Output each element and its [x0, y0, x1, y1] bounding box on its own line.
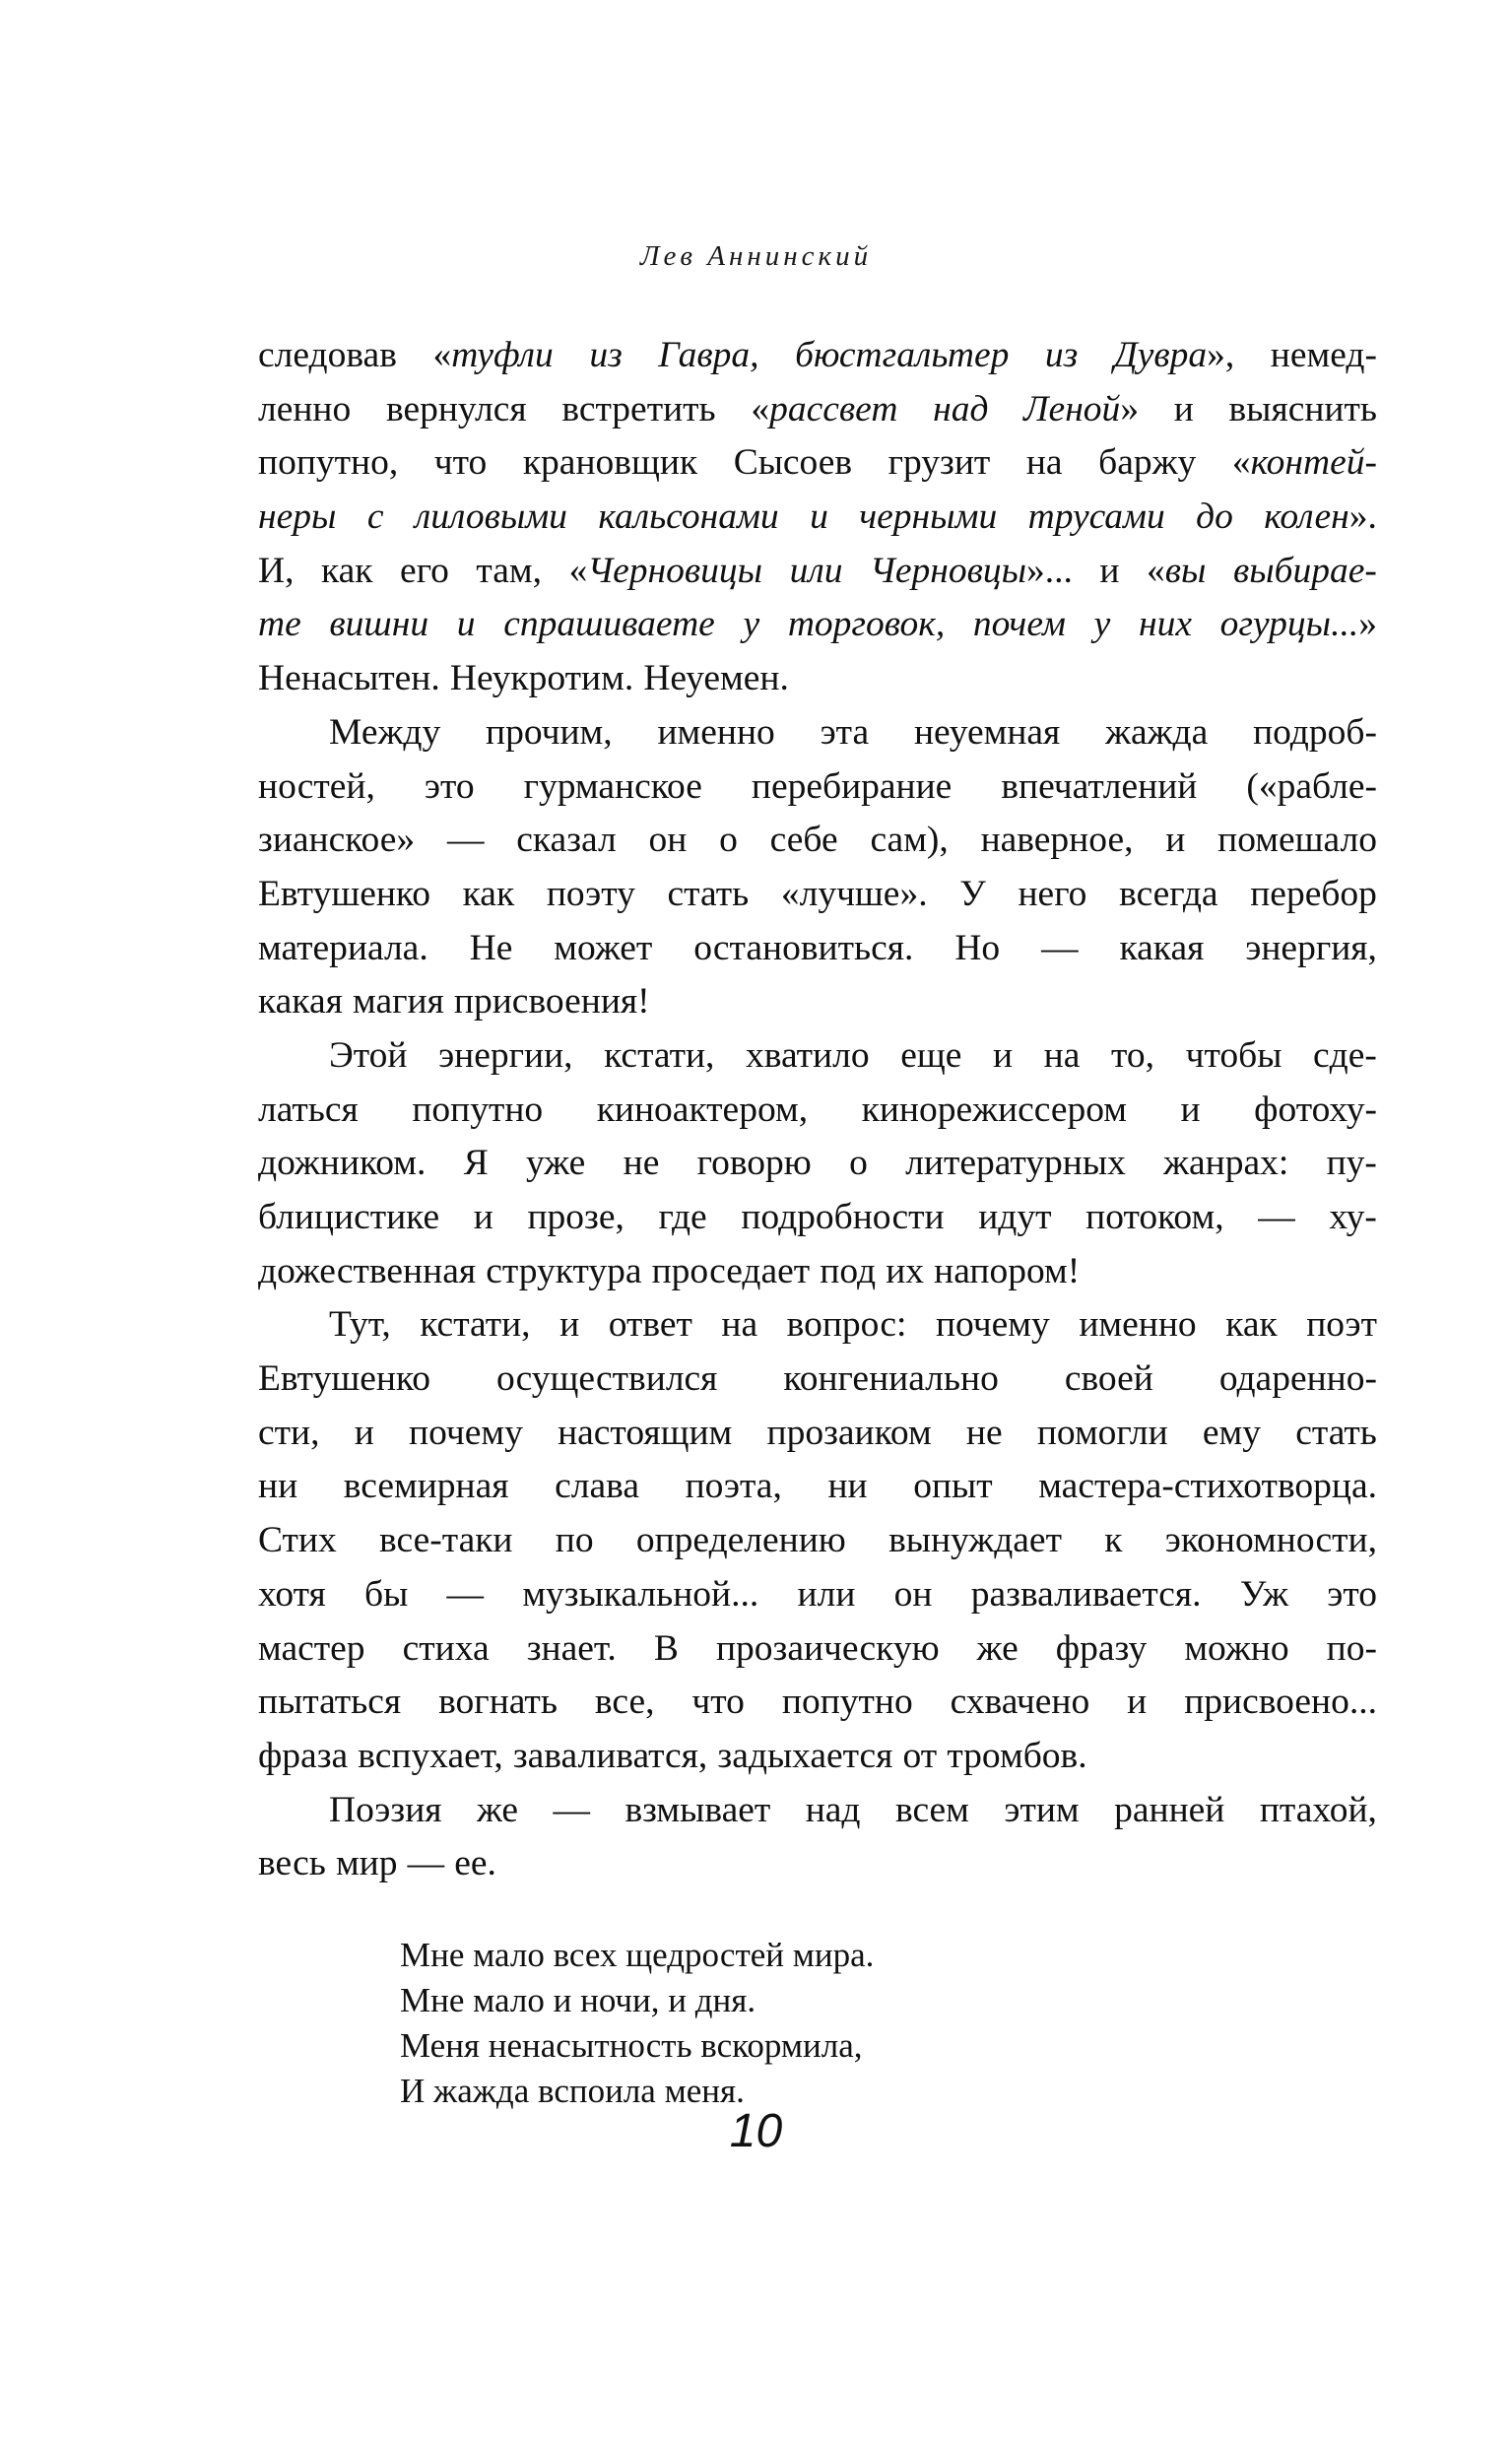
word: блицистике — [258, 1197, 440, 1237]
word: «рассвет — [751, 388, 898, 429]
word: и — [992, 1034, 1014, 1076]
word: сде- — [1313, 1034, 1377, 1076]
word: вишни — [329, 604, 429, 645]
word: музыкальной... — [522, 1573, 759, 1615]
word: них — [1138, 604, 1192, 645]
word: всемирная — [343, 1466, 509, 1507]
word: перебирание — [751, 765, 953, 807]
word: почему — [935, 1304, 1050, 1346]
word: стиха — [402, 1627, 490, 1669]
word: хотя — [258, 1573, 326, 1615]
word: можно — [1184, 1627, 1289, 1669]
word: с — [366, 496, 384, 538]
word: фраза — [258, 1735, 349, 1776]
word: выбирае- — [1233, 550, 1377, 591]
word: поэту — [546, 873, 635, 914]
word: структура — [486, 1250, 642, 1291]
word: прозаиком — [766, 1412, 932, 1453]
word: Сысоев — [733, 442, 853, 484]
word: энергия, — [1245, 927, 1377, 968]
word: его — [400, 550, 449, 591]
word: Я — [463, 1143, 489, 1184]
word: дожественная — [258, 1250, 477, 1291]
word: — — [1041, 927, 1079, 968]
word: следовав — [258, 335, 397, 375]
word: и — [1127, 1682, 1148, 1723]
word: хватило — [746, 1034, 870, 1076]
word: гурманское — [523, 765, 702, 807]
word: или — [797, 1573, 856, 1615]
word: все-таки — [379, 1520, 513, 1561]
word: мастера-стихотворца. — [1038, 1466, 1377, 1507]
word: ху- — [1329, 1197, 1377, 1237]
word: «контей- — [1231, 442, 1377, 484]
word: почему — [409, 1412, 523, 1453]
word: крановщик — [522, 442, 698, 484]
word: может — [554, 927, 653, 968]
word: именно — [1079, 1304, 1197, 1346]
word: что — [433, 442, 488, 484]
word: же — [476, 1789, 519, 1830]
word: встретить — [561, 388, 716, 429]
word: прозе, — [527, 1197, 625, 1237]
word: их — [886, 1250, 925, 1291]
word: напором! — [934, 1250, 1081, 1291]
text-line — [258, 1568, 1377, 1622]
word: ностей, — [258, 765, 375, 807]
word: него — [1018, 873, 1087, 914]
word: весь — [258, 1843, 326, 1884]
text-line — [258, 491, 1377, 545]
word: всегда — [1119, 873, 1218, 914]
word: на — [1043, 1034, 1081, 1076]
word: где — [658, 1197, 707, 1237]
word: мир — [335, 1843, 398, 1884]
word: ни — [258, 1466, 298, 1507]
text-line — [258, 329, 1377, 383]
word: ему — [1202, 1412, 1262, 1453]
word: он — [648, 820, 688, 861]
word: огурцы...» — [1219, 604, 1377, 645]
word: идут — [978, 1197, 1052, 1237]
word: фразу — [1055, 1627, 1148, 1669]
word: по — [555, 1520, 594, 1561]
word: мастер — [258, 1627, 365, 1669]
word: это — [424, 765, 475, 807]
word: «лучше». — [780, 873, 928, 914]
word: трусами — [1027, 496, 1165, 538]
word: у — [1093, 604, 1111, 645]
word: осуществился — [495, 1358, 718, 1400]
word: У — [959, 873, 986, 914]
word: помешало — [1217, 820, 1377, 861]
word: взмывает — [625, 1789, 771, 1830]
word: еще — [900, 1034, 962, 1076]
word: немед- — [1270, 335, 1377, 375]
word: Гавра, — [658, 335, 759, 375]
word: жажда — [1105, 711, 1209, 753]
word: всем — [894, 1789, 969, 1830]
word: зианское» — [258, 820, 416, 861]
word: не — [623, 1143, 660, 1184]
word: спрашиваете — [503, 604, 715, 645]
word: присвоения! — [453, 981, 650, 1023]
word: бюстгальтер — [795, 335, 1010, 375]
word: и — [456, 604, 476, 645]
word: задыхается — [717, 1735, 893, 1776]
word: какая — [258, 981, 343, 1023]
body-text — [258, 329, 1377, 1891]
word: впечатлений — [1001, 765, 1198, 807]
word: те — [258, 604, 301, 645]
word: не — [965, 1412, 1003, 1453]
word: И, — [258, 550, 295, 591]
word: кстати, — [604, 1034, 715, 1076]
word: помогли — [1036, 1412, 1168, 1453]
word: о — [849, 1143, 868, 1184]
word: то, — [1111, 1034, 1155, 1076]
word: экономности, — [1164, 1520, 1377, 1561]
word: и — [810, 496, 828, 538]
word: от — [902, 1735, 938, 1776]
word: литературных — [905, 1143, 1126, 1184]
text-line — [258, 652, 1377, 706]
word: подробности — [741, 1197, 945, 1237]
word: и — [473, 1197, 493, 1237]
text-line — [258, 814, 1377, 868]
word: Тут, — [329, 1304, 391, 1346]
word: заваливатся, — [512, 1735, 708, 1776]
word: к — [1104, 1520, 1123, 1561]
word: присвоено... — [1184, 1682, 1377, 1723]
running-head: Лев Аннинский — [639, 240, 873, 272]
word: ленно — [258, 388, 352, 429]
word: настоящим — [558, 1412, 733, 1453]
word: Дувра», — [1113, 335, 1235, 375]
word: тромбов. — [947, 1735, 1087, 1776]
word: торговок, — [787, 604, 946, 645]
word: прозаическую — [715, 1627, 940, 1669]
word: бы — [364, 1573, 409, 1615]
word: вспухает, — [358, 1735, 503, 1776]
word: стать — [1295, 1412, 1377, 1453]
word: Черновцы»... — [870, 550, 1073, 591]
word: у — [743, 604, 760, 645]
word: над — [933, 388, 989, 429]
word: поэт — [1306, 1304, 1377, 1346]
poem-line: И жажда вспоила меня. — [400, 2072, 745, 2110]
word: неры — [258, 496, 337, 538]
word: по- — [1326, 1627, 1377, 1669]
word: вынуждает — [888, 1520, 1062, 1561]
word: киноактером, — [596, 1089, 809, 1130]
word: все, — [594, 1682, 655, 1723]
word: прочим, — [486, 711, 613, 753]
word: кальсонами — [598, 496, 779, 538]
text-line — [258, 1191, 1377, 1245]
word: Неуемен. — [643, 658, 789, 699]
word: попутно — [412, 1089, 544, 1130]
word: стать — [667, 873, 750, 914]
word: из — [1044, 335, 1079, 375]
text-line — [258, 1676, 1377, 1730]
word: Евтушенко — [258, 873, 430, 914]
word: знает. — [526, 1627, 617, 1669]
word: из — [589, 335, 623, 375]
text-line — [258, 436, 1377, 491]
word: сказал — [516, 820, 617, 861]
word: же — [976, 1627, 1019, 1669]
word: говорю — [696, 1143, 812, 1184]
word: ответ — [608, 1304, 692, 1346]
word: — — [407, 1843, 445, 1884]
page-number: 10 — [729, 2105, 783, 2157]
text-line — [258, 1730, 1377, 1784]
word: и — [559, 1304, 580, 1346]
text-line — [258, 1029, 1377, 1084]
word: попутно, — [258, 442, 399, 484]
word: остановиться. — [693, 927, 914, 968]
word: — — [446, 820, 485, 861]
word: определению — [635, 1520, 846, 1561]
word: вернулся — [385, 388, 527, 429]
word: Леной» — [1023, 388, 1140, 429]
word: лиловыми — [414, 496, 567, 538]
word: какая — [1119, 927, 1205, 968]
word: («рабле- — [1246, 765, 1377, 807]
word: проседает — [651, 1250, 811, 1291]
word: Ненасытен. — [258, 658, 440, 699]
text-line — [258, 1084, 1377, 1138]
word: магия — [352, 981, 444, 1023]
word: Между — [329, 711, 441, 753]
word: фотоху- — [1254, 1089, 1377, 1130]
word: и — [1099, 550, 1120, 591]
word: Уж — [1239, 1573, 1288, 1615]
word: Стих — [258, 1520, 337, 1561]
text-line — [258, 1622, 1377, 1677]
word: почем — [972, 604, 1066, 645]
word: и — [1180, 1089, 1201, 1130]
word: чтобы — [1185, 1034, 1282, 1076]
word: Этой — [329, 1034, 408, 1076]
word: материала. — [258, 927, 428, 968]
text-line — [258, 1407, 1377, 1461]
word: одаренно- — [1218, 1358, 1377, 1400]
word: баржу — [1098, 442, 1197, 484]
word: или — [789, 550, 843, 591]
word: схвачено — [950, 1682, 1090, 1723]
word: что — [691, 1682, 745, 1723]
word: кинорежиссером — [861, 1089, 1128, 1130]
word: своей — [1064, 1358, 1153, 1400]
word: конгениально — [783, 1358, 999, 1400]
word: Но — [954, 927, 1001, 968]
text-line — [258, 1837, 1377, 1891]
word: этим — [1004, 1789, 1080, 1830]
word: Евтушенко — [258, 1358, 430, 1400]
word: Неукротим. — [449, 658, 634, 699]
word: о — [719, 820, 738, 861]
text-line — [258, 922, 1377, 976]
word: до — [1196, 496, 1233, 538]
poem-quote — [400, 1933, 874, 2114]
word: уже — [526, 1143, 586, 1184]
word: жанрах: — [1163, 1143, 1289, 1184]
text-line — [258, 1514, 1377, 1568]
word: вопрос: — [786, 1304, 907, 1346]
text-line — [258, 1353, 1377, 1407]
word: именно — [657, 711, 775, 753]
text-line — [258, 760, 1377, 815]
word: над — [805, 1789, 861, 1830]
word: кстати, — [420, 1304, 531, 1346]
word: В — [653, 1627, 679, 1669]
text-line — [258, 1460, 1377, 1514]
word: вогнать — [438, 1682, 558, 1723]
word: и — [1165, 820, 1186, 861]
word: — — [1258, 1197, 1295, 1237]
word: грузит — [887, 442, 991, 484]
word: слава — [555, 1466, 639, 1507]
word: он — [893, 1573, 933, 1615]
text-line — [258, 598, 1377, 652]
text-line — [258, 1245, 1377, 1299]
word: там, — [476, 550, 543, 591]
word: попутно — [781, 1682, 913, 1723]
word: «туфли — [432, 335, 554, 375]
word: латься — [258, 1089, 359, 1130]
word: энергии, — [438, 1034, 573, 1076]
text-line — [258, 1137, 1377, 1191]
word: и — [354, 1412, 374, 1453]
text-line — [258, 975, 1377, 1029]
word: сам), — [870, 820, 949, 861]
word: — — [446, 1573, 485, 1615]
text-line — [258, 1784, 1377, 1838]
word: — — [553, 1789, 590, 1830]
word: эта — [820, 711, 870, 753]
word: подроб- — [1253, 711, 1377, 753]
word: как — [321, 550, 373, 591]
word: как — [462, 873, 515, 914]
word: колен». — [1264, 496, 1377, 538]
word: на — [721, 1304, 758, 1346]
poem-line: Меня ненасытность вскормила, — [400, 2026, 863, 2065]
word: пытаться — [258, 1682, 402, 1723]
word: себе — [769, 820, 838, 861]
word: выяснить — [1228, 388, 1377, 429]
word: это — [1327, 1573, 1377, 1615]
text-line — [258, 868, 1377, 922]
word: под — [820, 1250, 877, 1291]
word: Не — [469, 927, 513, 968]
poem-line: Мне мало всех щедростей мира. — [400, 1936, 875, 1974]
word: наверное, — [980, 820, 1134, 861]
word: поэта, — [685, 1466, 782, 1507]
word: разваливается. — [970, 1573, 1202, 1615]
text-line — [258, 706, 1377, 760]
word: потоком, — [1085, 1197, 1224, 1237]
word: на — [1025, 442, 1063, 484]
word: Поэзия — [329, 1789, 442, 1830]
word: неуемная — [913, 711, 1061, 753]
word: сти, — [258, 1412, 320, 1453]
word: как — [1225, 1304, 1278, 1346]
word: черными — [859, 496, 998, 538]
word: и — [1173, 388, 1194, 429]
word: ранней — [1114, 1789, 1225, 1830]
word: «Черновицы — [568, 550, 763, 591]
word: «вы — [1147, 550, 1207, 591]
word: ее. — [454, 1843, 496, 1884]
word: опыт — [913, 1466, 993, 1507]
word: пу- — [1326, 1143, 1377, 1184]
text-line — [258, 383, 1377, 437]
word: дожником. — [258, 1143, 427, 1184]
text-line — [258, 545, 1377, 599]
word: птахой, — [1259, 1789, 1377, 1830]
word: перебор — [1250, 873, 1377, 914]
word: ни — [827, 1466, 868, 1507]
poem-line: Мне мало и ночи, и дня. — [400, 1981, 756, 2019]
text-line — [258, 1298, 1377, 1353]
